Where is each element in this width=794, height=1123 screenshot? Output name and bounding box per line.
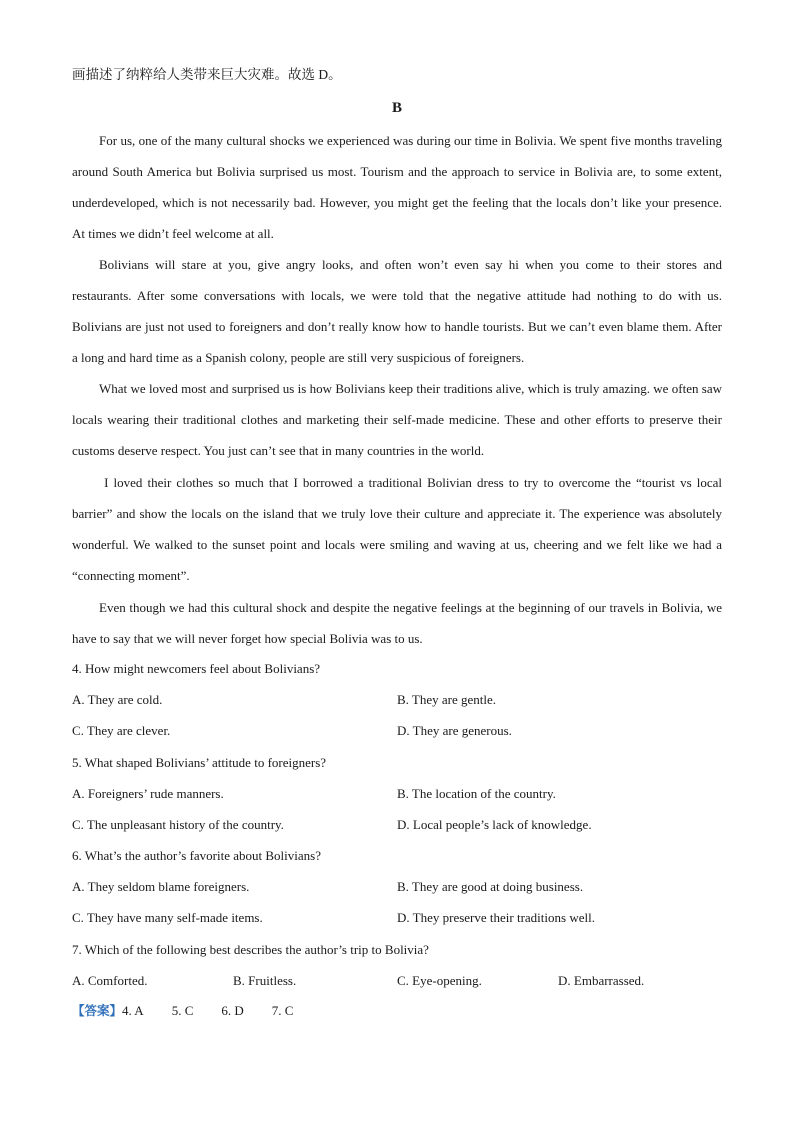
answer-item-6: 6. D (221, 1003, 244, 1018)
question-7-option-c: C. Eye-opening. (397, 973, 482, 988)
question-5-option-c: C. The unpleasant history of the country. (72, 817, 284, 832)
passage-paragraph-3: What we loved most and surprised us is how Bolivians keep their traditions alive, which is truly amazing. we often saw locals wearing their traditional clothes and marketing their self-made medicine. These and other efforts to preserve their customs deserve respect. You just can’t see that in many countries in the world. (72, 381, 722, 458)
answer-key (72, 1001, 321, 1021)
passage-paragraph-4: I loved their clothes so much that I borrowed a traditional Bolivian dress to try to overcome the “tourist vs local barrier” and show the locals on the island that we truly love their culture and appreciate it. The experience was absolutely wonderful. We walked to the sunset point and locals were smiling and waving at us, cheering and we felt like we had a “connecting moment”. (72, 475, 722, 583)
question-4-stem: 4. How might newcomers feel about Bolivians? (72, 661, 321, 676)
question-6-option-a: A. They seldom blame foreigners. (72, 879, 250, 894)
question-6-stem: 6. What’s the author’s favorite about Bolivians? (72, 848, 321, 863)
passage-paragraph-5: Even though we had this cultural shock and despite the negative feelings at the beginning of our travels in Bolivia, we have to say that we will never forget how special Bolivia was to us. (72, 600, 722, 646)
passage-paragraph-2: Bolivians will stare at you, give angry looks, and often won’t even say hi when you come to their stores and restaurants. After some conversations with locals, we were told that the negative attitude had nothing to do with us. Bolivians are just not used to foreigners and don’t really know how to handle tourists. But we can’t even blame them. After a long and hard time as a Spanish colony, people are still very suspicious of foreigners. (72, 257, 722, 365)
question-4-option-a: A. They are cold. (72, 692, 163, 707)
question-5-option-d: D. Local people’s lack of knowledge. (397, 817, 592, 832)
question-5-option-a: A. Foreigners’ rude manners. (72, 786, 224, 801)
question-5-stem: 5. What shaped Bolivians’ attitude to foreigners? (72, 755, 327, 770)
question-4-option-c: C. They are clever. (72, 723, 171, 738)
question-4-option-b: B. They are gentle. (397, 692, 497, 707)
answer-tag: 【答案】 (72, 1003, 123, 1018)
question-7-option-b: B. Fruitless. (233, 973, 297, 988)
previous-answer-explanation: 画描述了纳粹给人类带来巨大灾难。故选 D。 (72, 67, 342, 82)
question-7-option-d: D. Embarrassed. (558, 973, 645, 988)
question-7-stem: 7. Which of the following best describes the author’s trip to Bolivia? (72, 942, 429, 957)
answer-item-4: 4. A (122, 1003, 144, 1018)
question-6-option-d: D. They preserve their traditions well. (397, 910, 595, 925)
answer-item-5: 5. C (171, 1003, 194, 1018)
question-6-option-b: B. They are good at doing business. (397, 879, 584, 894)
question-5-option-b: B. The location of the country. (397, 786, 556, 801)
question-6-option-c: C. They have many self-made items. (72, 910, 263, 925)
question-7-option-a: A. Comforted. (72, 973, 148, 988)
passage-paragraph-1: For us, one of the many cultural shocks we experienced was during our time in Bolivia. We spent five months traveling around South America but Bolivia surprised us most. Tourism and the approach to service in Bolivia are, to some extent, underdeveloped, which is not necessarily bad. However, you might get the feeling that the locals don’t like your presence. At times we didn’t feel welcome at all. (72, 133, 722, 241)
question-4-option-d: D. They are generous. (397, 723, 512, 738)
answer-item-7: 7. C (271, 1003, 294, 1018)
section-title: B (391, 100, 402, 116)
